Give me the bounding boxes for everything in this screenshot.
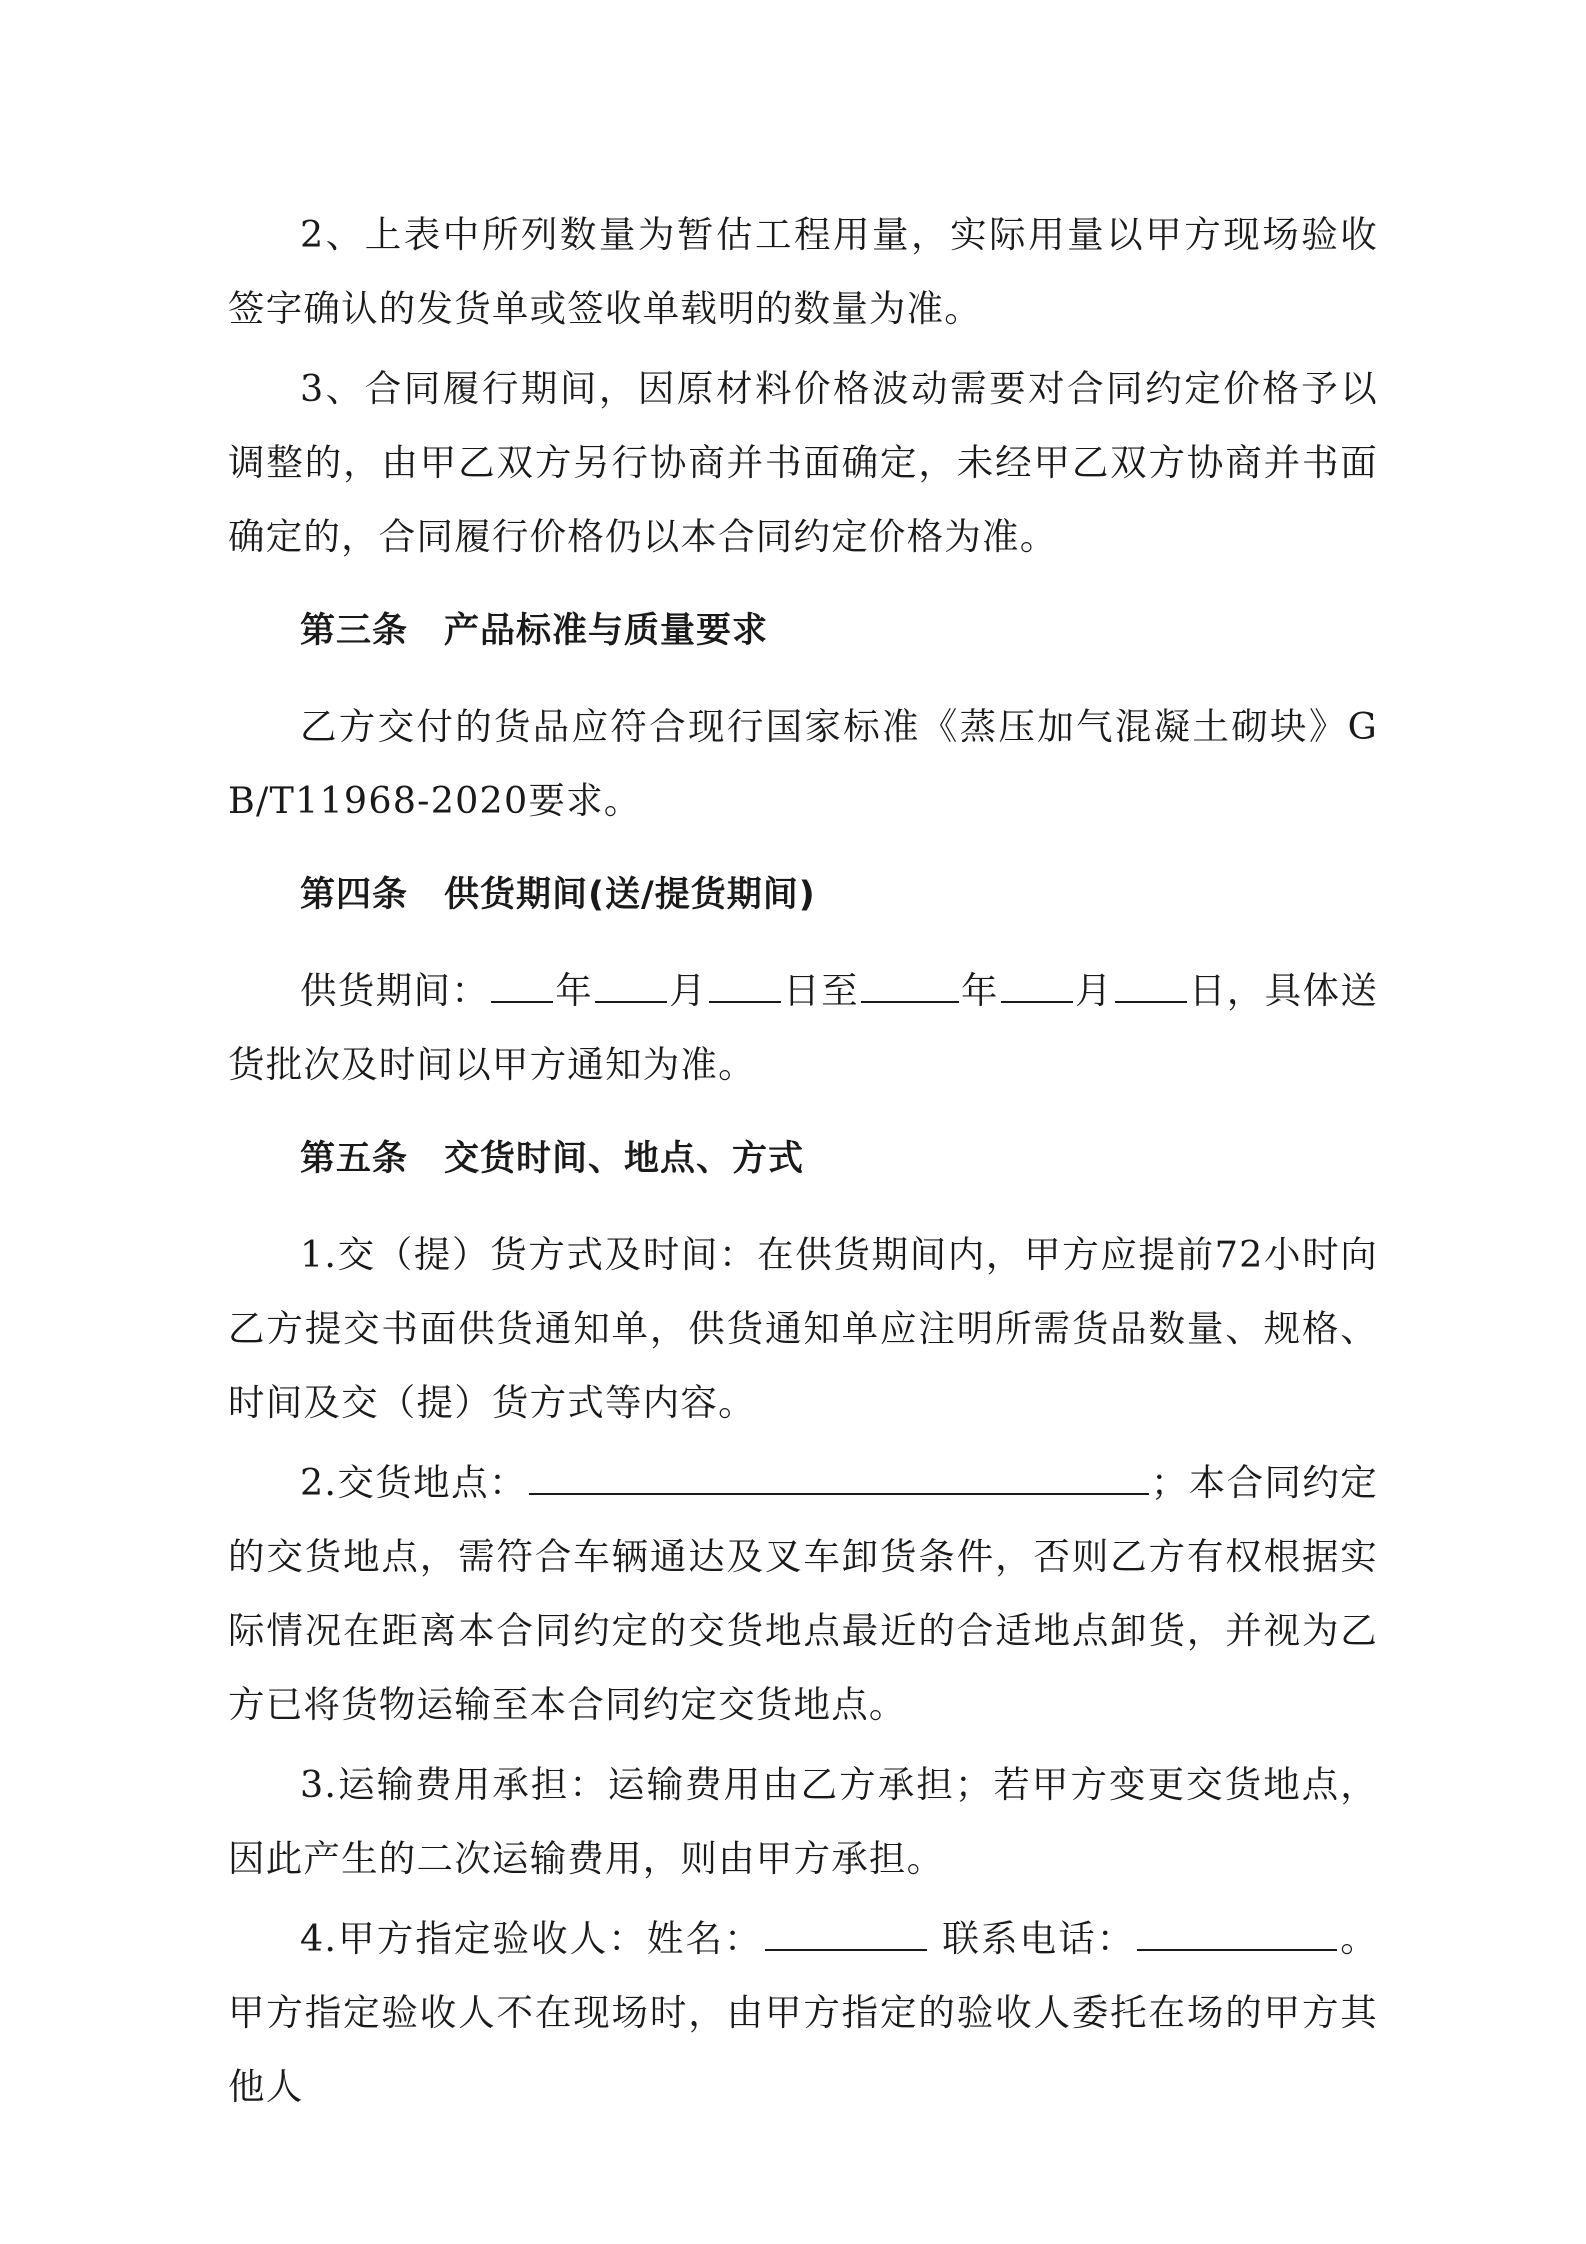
article-5-heading [228,1122,1378,1196]
month-end-blank [1001,967,1073,1003]
year-label-2: 年 [960,969,999,1012]
delivery-method-paragraph: 1.交（提）货方式及时间：在供货期间内，甲方应提前72小时向乙方提交书面供货通知单，供货通知单应注明所需货品数量、规格、时间及交（提）货方式等内容。 [228,1233,1378,1424]
article-3-title: 产品标准与质量要求 [444,611,769,651]
day-to-label: 日至 [783,969,859,1012]
year-label: 年 [555,969,594,1012]
article-4-number: 第四条 [300,875,409,915]
supply-period-rest: 日，具体送货批次及时间以甲方通知为准。 [228,969,1379,1086]
delivery-location-rest: ；本合同约定的交货地点，需符合车辆通达及叉车卸货条件，否则乙方有权根据实际情况在距离本合同约定的交货地点最近的合适地点卸货，并视为乙方已将货物运输至本合同约定交货地点。 [228,1461,1378,1726]
article-4-heading [228,858,1378,932]
day-start-blank [709,967,781,1003]
year-end-blank [861,967,959,1003]
month-label-2: 月 [1074,969,1113,1012]
delivery-location-label: 2.交货地点： [300,1461,527,1504]
clause-3-paragraph: 3、合同履行期间，因原材料价格波动需要对合同约定价格予以调整的，由甲乙双方另行协商并书面确定，未经甲乙双方协商并书面确定的，合同履行价格仍以本合同约定价格为准。 [228,367,1378,558]
acceptor-paragraph [228,1902,1378,2124]
article-4-title: 供货期间(送/提货期间) [444,875,816,915]
clause-2-paragraph: 2、上表中所列数量为暂估工程用量，实际用量以甲方现场验收签字确认的发货单或签收单载明的数量为准。 [228,213,1378,330]
document-body [228,198,1378,2130]
delivery-location-paragraph [228,1446,1378,1742]
year-start-blank [491,967,553,1003]
article-3-number: 第三条 [300,611,409,651]
transport-cost-paragraph: 3.运输费用承担：运输费用由乙方承担；若甲方变更交货地点，因此产生的二次运输费用，则由甲方承担。 [228,1763,1378,1880]
article-3-heading [228,594,1378,668]
article-5-title: 交货时间、地点、方式 [444,1139,805,1179]
acceptor-name-label: 4.甲方指定验收人：姓名： [300,1917,763,1960]
supply-period-label: 供货期间： [300,969,490,1012]
article-5-number: 第五条 [300,1139,409,1179]
month-start-blank [595,967,667,1003]
article-3-paragraph: 乙方交付的货品应符合现行国家标准《蒸压加气混凝土砌块》GB/T11968-2020要求。 [228,705,1378,822]
acceptor-rest: 。甲方指定验收人不在现场时，由甲方指定的验收人委托在场的甲方其他人 [228,1917,1379,2108]
acceptor-phone-label: 联系电话： [942,1917,1136,1960]
acceptor-phone-blank [1137,1915,1337,1951]
acceptor-name-blank [765,1915,927,1951]
day-end-blank [1115,967,1187,1003]
supply-period-paragraph [228,954,1378,1102]
month-label: 月 [669,969,708,1012]
delivery-location-blank [529,1459,1149,1495]
